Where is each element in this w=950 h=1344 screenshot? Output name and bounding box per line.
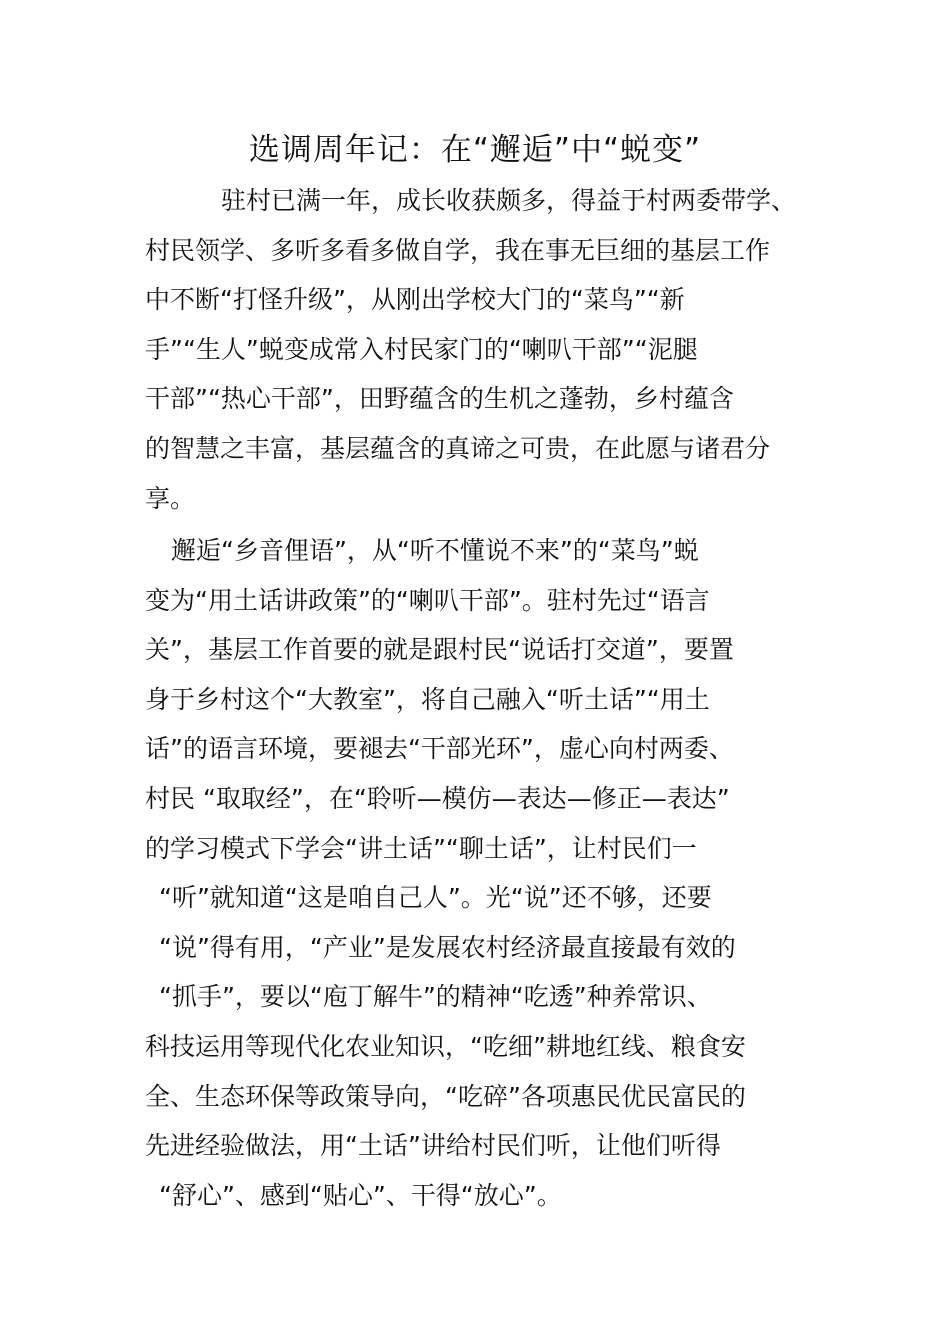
paragraph-line: 村民领学、多听多看多做自学，我在事无巨细的基层工作 — [145, 235, 771, 265]
paragraph-line: 干部”“热心干部”，田野蕴含的生机之蓬勃，乡村蕴含 — [145, 384, 734, 414]
paragraph-line: 身于乡村这个“大教室”，将自己融入“听土话”“用土 — [145, 684, 710, 714]
paragraph-line: 科技运用等现代化农业知识，“吃细”耕地红线、粮食安 — [145, 1031, 746, 1061]
paragraph-line: “抓手”，要以“庖丁解牛”的精神“吃透”种养常识、 — [159, 982, 712, 1012]
paragraph-line: 全、生态环保等政策导向，“吃碎”各项惠民优民富民的 — [145, 1081, 746, 1111]
paragraph-line: 话”的语言环境，要褪去“干部光环”，虚心向村两委、 — [145, 734, 734, 764]
paragraph-line: 的学习模式下学会“讲土话”“聊土话”，让村民们一 — [145, 833, 697, 863]
paragraph-2 — [145, 526, 810, 1220]
paragraph-line: 的智慧之丰富，基层蕴含的真谛之可贵，在此愿与诸君分 — [145, 433, 771, 463]
paragraph-line: 手”“生人”蜕变成常入村民家门的“喇叭干部”“泥腿 — [145, 334, 698, 364]
paragraph-line: 中不断“打怪升级”，从刚出学校大门的“菜鸟”“新 — [145, 285, 685, 315]
paragraph-line: 村民 “取取经”，在“聆听—模仿—表达—修正—表达” — [145, 783, 730, 813]
paragraph-line: “听”就知道“这是咱自己人”。光“说”还不够，还要 — [159, 883, 712, 913]
paragraph-line: “舒心”、感到“贴心”、干得“放心”。 — [159, 1180, 562, 1210]
paragraph-line: “说”得有用，“产业”是发展农村经济最直接最有效的 — [159, 932, 736, 962]
paragraph-line: 享。 — [145, 483, 196, 513]
paragraph-line: 邂逅“乡音俚语”，从“听不懂说不来”的“菜鸟”蜕 — [171, 536, 699, 565]
paragraph-1 — [145, 176, 810, 523]
paragraph-line: 变为“用土话讲政策”的“喇叭干部”。驻村先过“语言 — [145, 585, 710, 615]
document-title: 选调周年记：在“邂逅”中“蜕变” — [248, 132, 702, 168]
paragraph-line: 先进经验做法，用“土话”讲给村民们听，让他们听得 — [145, 1131, 721, 1161]
paragraph-line: 关”，基层工作首要的就是跟村民“说话打交道”，要置 — [145, 635, 734, 665]
paragraph-line: 驻村已满一年，成长收获颇多，得益于村两委带学、 — [221, 186, 797, 215]
